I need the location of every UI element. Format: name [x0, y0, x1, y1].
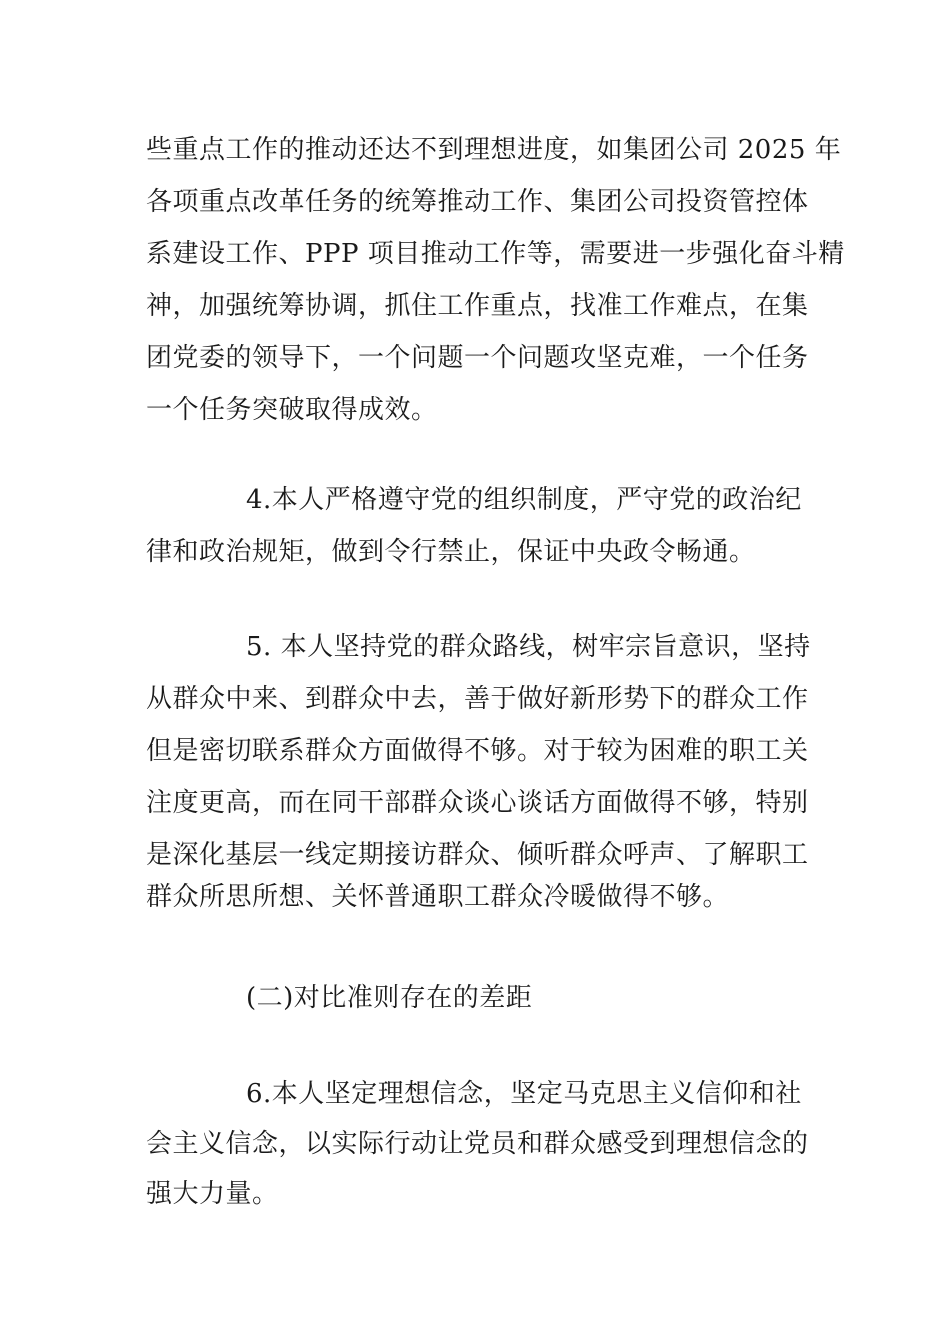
paragraph-line: 注度更高，而在同干部群众谈心谈话方面做得不够，特别: [146, 788, 809, 818]
paragraph-line: 是深化基层一线定期接访群众、倾听群众呼声、了解职工: [146, 840, 809, 870]
paragraph-line: 4.本人严格遵守党的组织制度，严守党的政治纪: [246, 485, 802, 515]
paragraph-line: 强大力量。: [146, 1179, 279, 1209]
paragraph-line: 各项重点改革任务的统筹推动工作、集团公司投资管控体: [146, 187, 809, 217]
paragraph-line: 从群众中来、到群众中去，善于做好新形势下的群众工作: [146, 684, 809, 714]
paragraph-line: 但是密切联系群众方面做得不够。对于较为困难的职工关: [146, 736, 809, 766]
paragraph-line: 团党委的领导下，一个问题一个问题攻坚克难，一个任务: [146, 343, 809, 373]
paragraph-line: 会主义信念，以实际行动让党员和群众感受到理想信念的: [146, 1129, 809, 1159]
paragraph-line: 6.本人坚定理想信念，坚定马克思主义信仰和社: [246, 1079, 802, 1109]
paragraph-line: 些重点工作的推动还达不到理想进度，如集团公司 2025 年: [146, 135, 842, 165]
section-heading: (二)对比准则存在的差距: [246, 983, 533, 1013]
paragraph-line: 神，加强统筹协调，抓住工作重点，找准工作难点，在集: [146, 291, 809, 321]
paragraph-line: 一个任务突破取得成效。: [146, 395, 438, 425]
paragraph-line: 律和政治规矩，做到令行禁止，保证中央政令畅通。: [146, 537, 756, 567]
paragraph-line: 群众所思所想、关怀普通职工群众冷暖做得不够。: [146, 882, 730, 912]
paragraph-line: 5. 本人坚持党的群众路线，树牢宗旨意识，坚持: [246, 632, 811, 662]
paragraph-line: 系建设工作、PPP 项目推动工作等，需要进一步强化奋斗精: [146, 239, 845, 269]
